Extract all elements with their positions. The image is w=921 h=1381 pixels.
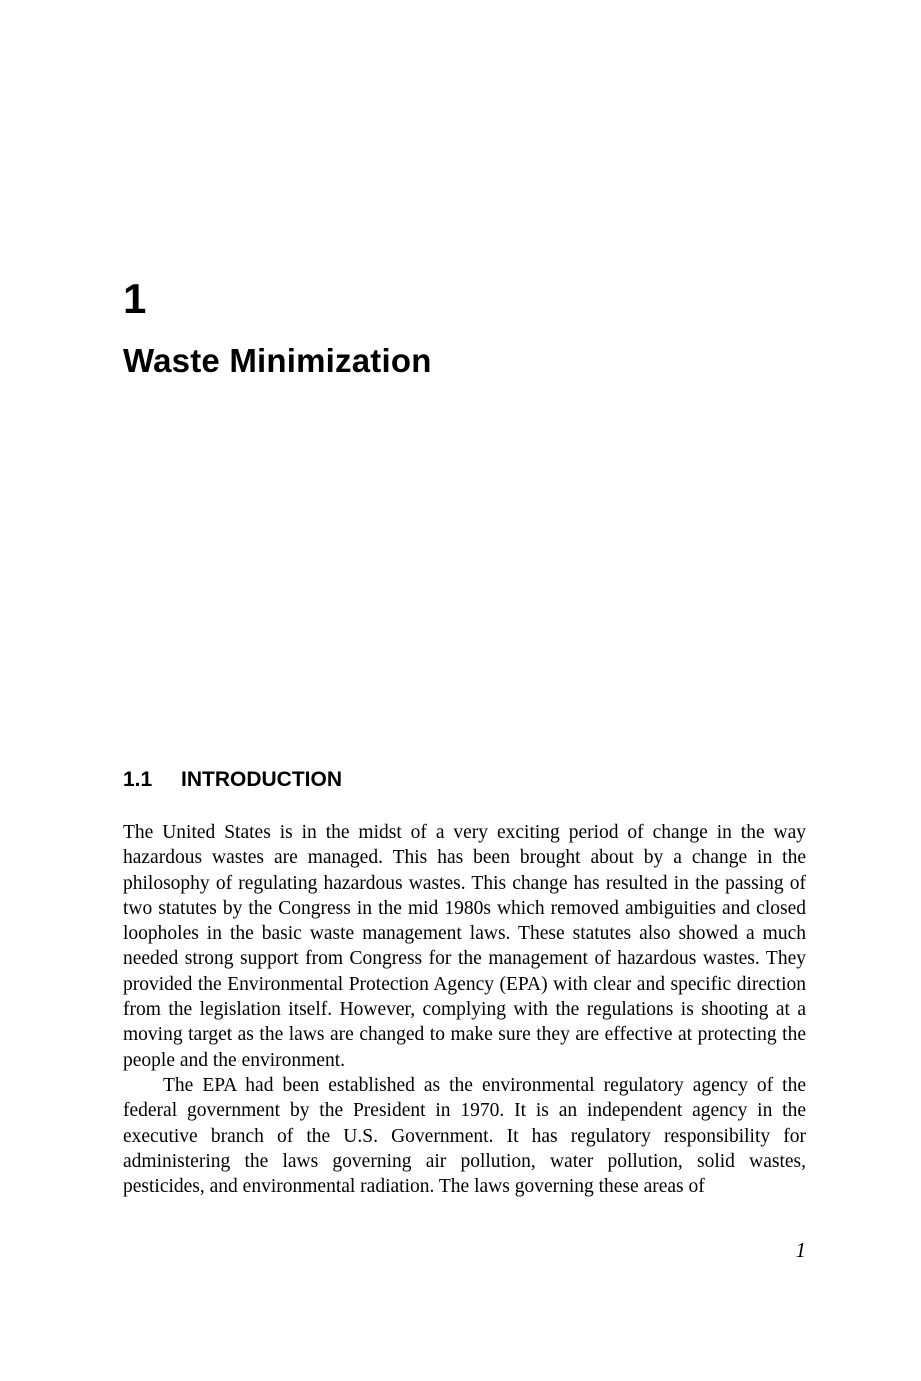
chapter-title: Waste Minimization [123,342,432,379]
section-heading [123,766,342,794]
chapter-number: 1 [123,275,147,322]
section-title: INTRODUCTION [181,768,342,791]
paragraph-epa: The EPA had been established as the environmental regulatory agency of the federal government by the President in 1970. It is an independent agency in the executive branch of the U.S. Government. It has regulatory responsibility for administering the laws governing air pollution, water pollution, solid wastes, pesticides, and environmental radiation. The laws governing these areas of [123,1074,806,1198]
body-text [123,820,806,1199]
page-number: 1 [795,1238,806,1262]
paragraph-intro: The United States is in the midst of a very exciting period of change in the way hazardous wastes are managed. This has been brought about by a change in the philosophy of regulating hazardous wastes. This change has resulted in the passing of two statutes by the Congress in the mid 1980s which removed ambiguities and closed loopholes in the basic waste management laws. These statutes also showed a much needed strong support from Congress for the management of hazardous wastes. They provided the Environmental Protection Agency (EPA) with clear and specific direction from the legislation itself. However, complying with the regulations is shooting at a moving target as the laws are changed to make sure they are effective at protecting the people and the environment. [123,822,806,1071]
section-number: 1.1 [123,768,153,791]
